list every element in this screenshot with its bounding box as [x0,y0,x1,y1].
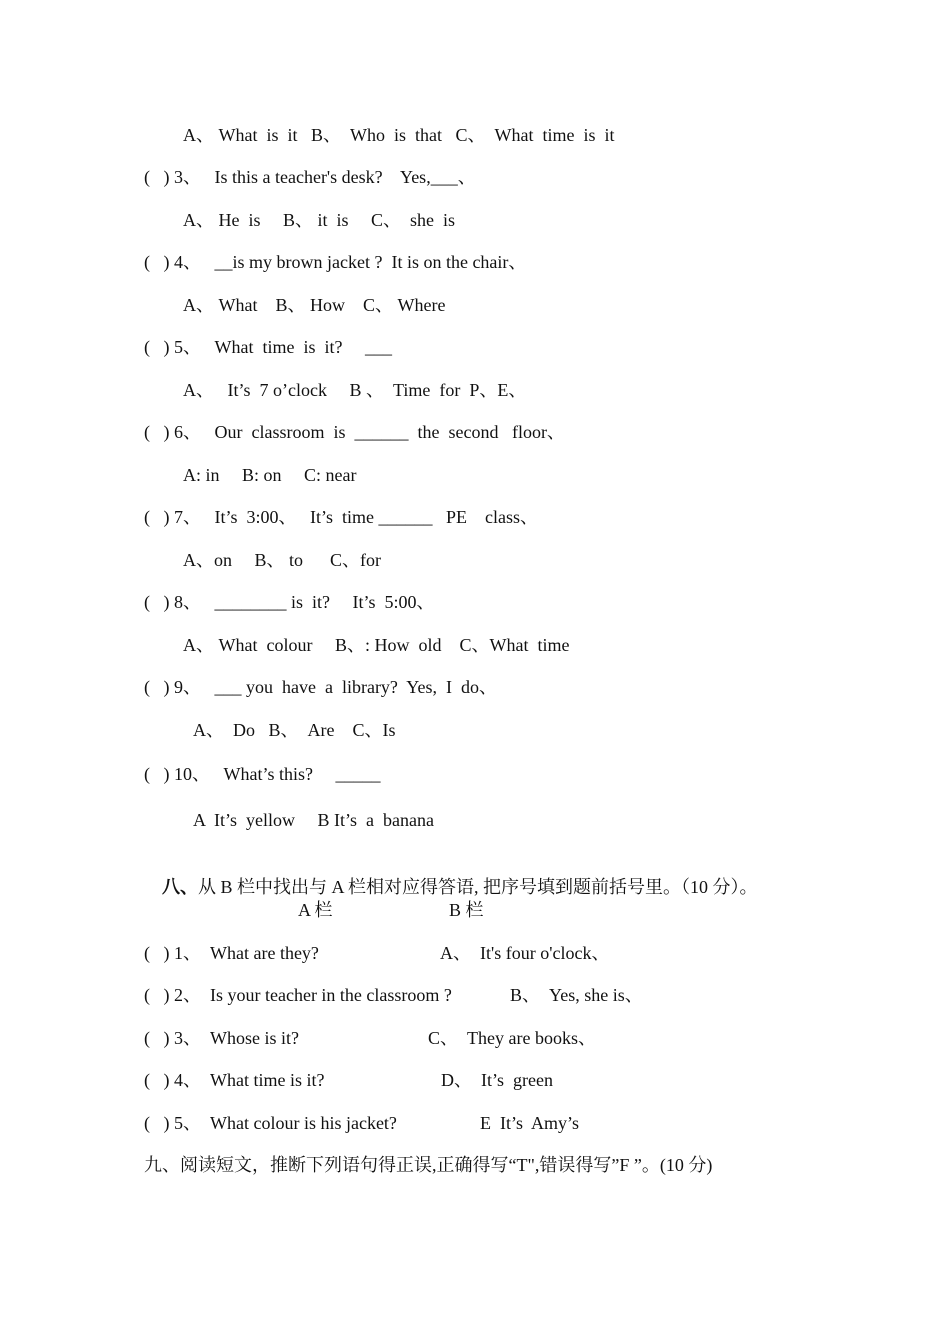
match-answer-a: A、 It's four o'clock、 [440,943,610,963]
q5-stem: ( ) 5、 What time is it? ___ [144,337,392,357]
q7-options: A、on B、 to C、for [183,550,381,570]
match-question-4: ( ) 4、 What time is it? [144,1070,325,1090]
match-question-2: ( ) 2、 Is your teacher in the classroom ? [144,985,452,1005]
match-answer-b: B、 Yes, she is、 [510,985,643,1005]
q9-options: A、 Do B、 Are C、Is [193,720,396,740]
q4-options: A、 What B、 How C、 Where [183,295,446,315]
q8-stem: ( ) 8、 ________ is it? It’s 5:00、 [144,592,435,612]
q6-options: A: in B: on C: near [183,465,357,485]
section9-heading: 九、阅读短文，推断下列语句得正误,正确得写“T",错误得写”F ”。(10 分) [144,1155,713,1175]
q3-options: A、 He is B、 it is C、 she is [183,210,456,230]
match-question-1: ( ) 1、 What are they? [144,943,319,963]
section8-number: 八、 [162,877,198,897]
q5-options: A、 It’s 7 o’clock B 、 Time for P、E、 [183,380,527,400]
q4-stem: ( ) 4、 __is my brown jacket ? It is on the chair、 [144,252,527,272]
match-question-5: ( ) 5、 What colour is his jacket? [144,1113,397,1133]
q10-options: A It’s yellow B It’s a banana [193,810,434,830]
section8-title: 从 B 栏中找出与 A 栏相对应得答语, 把序号填到题前括号里。（10 分）。 [198,877,758,897]
match-answer-c: C、 They are books、 [428,1028,596,1048]
match-answer-e: E It’s Amy’s [480,1113,580,1133]
q7-stem: ( ) 7、 It’s 3:00、 It’s time ______ PE class、 [144,507,538,527]
q10-stem: ( ) 10、 What’s this? _____ [144,764,381,784]
q3-stem: ( ) 3、 Is this a teacher's desk? Yes,___、 [144,167,476,187]
column-a-label: A 栏 [298,900,333,920]
q2-options: A、 What is it B、 Who is that C、 What time is it [183,125,615,145]
q9-stem: ( ) 9、 ___ you have a library? Yes, I do、 [144,677,497,697]
column-b-label: B 栏 [449,900,484,920]
match-answer-d: D、 It’s green [441,1070,553,1090]
q6-stem: ( ) 6、 Our classroom is ______ the second floor、 [144,422,565,442]
match-question-3: ( ) 3、 Whose is it? [144,1028,299,1048]
q8-options: A、 What colour B、: How old C、What time [183,635,570,655]
